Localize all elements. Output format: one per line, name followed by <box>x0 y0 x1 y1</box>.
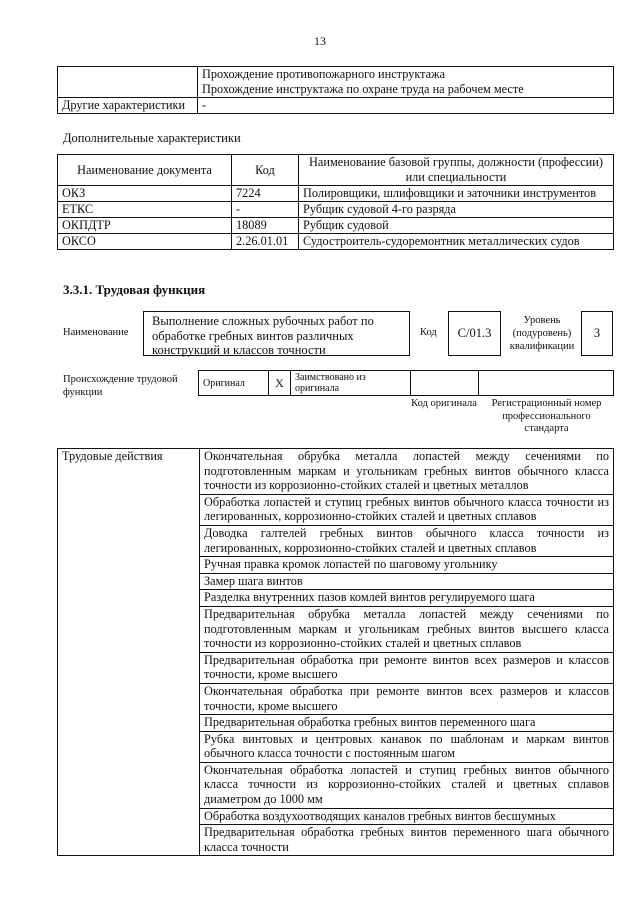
labor-action-item: Обработка лопастей и ступиц гребных винтов обычного класса точности из легированных, коррозионно-стойких сталей и цветных сплавов <box>200 494 614 525</box>
column-header-document: Наименование документа <box>58 155 232 186</box>
table-row <box>58 218 614 234</box>
labor-action-item: Ручная правка кромок лопастей по шаговому угольнику <box>200 557 614 574</box>
name-cell: Судостроитель-судоремонтник металлических судов <box>299 234 614 250</box>
function-name-label: Наименование <box>63 327 129 338</box>
code-cell: 7224 <box>232 186 299 202</box>
labor-action-item: Доводка галтелей гребных винтов обычного класса точности из легированных, коррозионно-стойких сталей и цветных сплавов <box>200 525 614 556</box>
labor-action-item: Предварительная обработка гребных винтов переменного шага обычного класса точности <box>200 825 614 856</box>
row-value <box>198 67 614 98</box>
labor-actions-body <box>58 449 614 856</box>
row-value: - <box>198 98 614 114</box>
section-title: 3.3.1. Трудовая функция <box>63 282 206 297</box>
function-code-label: Код <box>420 327 437 338</box>
doc-cell: ЕТКС <box>58 202 232 218</box>
name-cell: Рубщик судовой 4-го разряда <box>299 202 614 218</box>
origin-table <box>198 370 614 396</box>
qualification-level-label: Уровень (подуровень) квалификации <box>509 315 575 352</box>
registration-number-cell <box>479 371 614 396</box>
table-row <box>58 67 614 98</box>
row-label: Другие характеристики <box>58 98 198 114</box>
name-cell: Рубщик судовой <box>299 218 614 234</box>
doc-cell: ОКПДТР <box>58 218 232 234</box>
original-mark: X <box>269 371 291 396</box>
labor-action-item: Окончательная обрубка металла лопастей между сечениями по подготовленным маркам и угольникам гребных винтов обычного класса точности из коррозионно-стойких сталей и цветных металлов <box>200 449 614 495</box>
doc-cell: ОКСО <box>58 234 232 250</box>
labor-action-item: Обработка воздухоотводящих каналов гребных винтов бесшумных <box>200 808 614 825</box>
table-row <box>58 98 614 114</box>
general-characteristics-table <box>57 66 614 114</box>
code-cell: 18089 <box>232 218 299 234</box>
table-row <box>199 371 614 396</box>
column-header-code: Код <box>232 155 299 186</box>
table-header-row <box>58 155 614 186</box>
additional-characteristics-table <box>57 154 614 250</box>
borrowed-label: Заимствовано из оригинала <box>291 371 411 396</box>
column-header-name: Наименование базовой группы, должности (профессии) или специальности <box>299 155 614 186</box>
labor-action-item: Предварительная обработка при ремонте винтов всех размеров и классов точности, кроме высшего <box>200 652 614 683</box>
table-row <box>58 234 614 250</box>
original-code-cell <box>411 371 479 396</box>
page-number: 13 <box>314 34 326 48</box>
instruction-fire-safety: Прохождение противопожарного инструктажа <box>202 67 446 81</box>
additional-characteristics-heading: Дополнительные характеристики <box>63 131 241 145</box>
labor-action-row <box>58 449 614 495</box>
labor-action-item: Рубка винтовых и центровых канавок по шаблонам и маркам винтов обычного класса точности с постоянным шагом <box>200 731 614 762</box>
name-cell: Полировщики, шлифовщики и заточники инструментов <box>299 186 614 202</box>
function-name-value: Выполнение сложных рубочных работ по обработке гребных винтов различных конструкций и классов точности <box>143 311 410 356</box>
instruction-labor-safety: Прохождение инструктажа по охране труда на рабочем месте <box>202 82 524 96</box>
registration-number-caption: Регистрационный номер профессионального стандарта <box>491 398 602 434</box>
labor-action-item: Окончательная обработка лопастей и ступиц гребных винтов обычного класса точности из коррозионно-стойких сталей и цветных сплавов диаметром до 1000 мм <box>200 762 614 808</box>
origin-label: Происхождение трудовой функции <box>63 374 178 398</box>
code-cell: 2.26.01.01 <box>232 234 299 250</box>
labor-action-item: Замер шага винтов <box>200 573 614 590</box>
function-code-value: C/01.3 <box>448 311 501 356</box>
labor-action-item: Окончательная обработка при ремонте винтов всех размеров и классов точности, кроме высшего <box>200 683 614 714</box>
labor-action-item: Предварительная обработка гребных винтов переменного шага <box>200 715 614 732</box>
original-code-caption: Код оригинала <box>411 398 477 409</box>
table-row <box>58 186 614 202</box>
original-label: Оригинал <box>199 371 269 396</box>
code-cell: - <box>232 202 299 218</box>
table-row <box>58 202 614 218</box>
qualification-level-value: 3 <box>581 311 613 356</box>
labor-actions-label: Трудовые действия <box>58 449 200 856</box>
doc-cell: ОКЗ <box>58 186 232 202</box>
labor-action-item: Разделка внутренних пазов комлей винтов регулируемого шага <box>200 590 614 607</box>
labor-actions-table <box>57 448 614 856</box>
row-label <box>58 67 198 98</box>
labor-action-item: Предварительная обрубка металла лопастей между сечениями по подготовленным маркам и угольникам гребных винтов высшего класса точности из коррозионно-стойких сталей и цветных сплавов <box>200 606 614 652</box>
